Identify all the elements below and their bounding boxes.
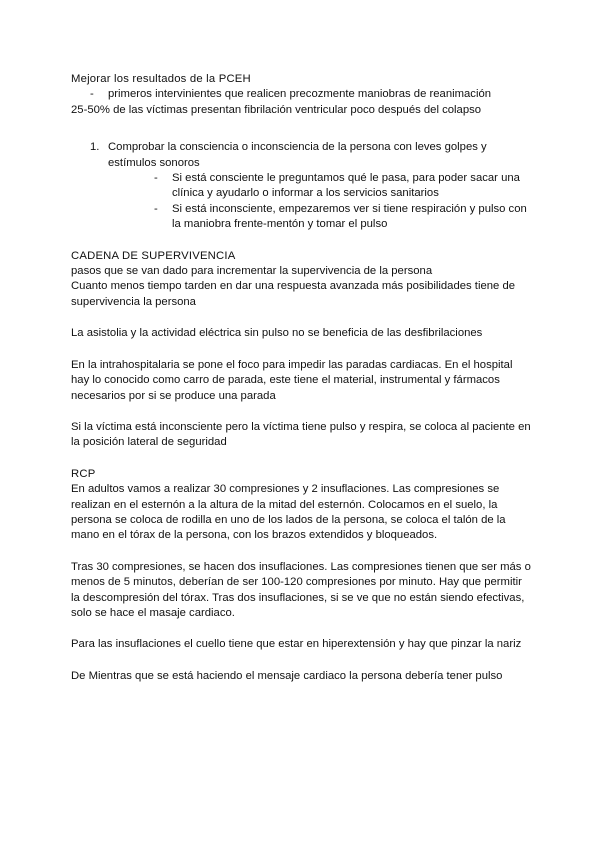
bullet-text: primeros intervinientes que realicen precozmente maniobras de reanimación (108, 88, 492, 101)
numbered-item-1 (71, 140, 531, 171)
paragraph-posicion-lateral: Si la víctima está inconsciente pero la víctima tiene pulso y respira, se coloca al paciente en la posición lateral de seguridad (71, 420, 531, 449)
sub-bullet-dash: - (154, 202, 158, 215)
document-page (71, 72, 531, 684)
item-number: 1. (90, 141, 100, 154)
cadena-line-1: pasos que se van dado para incrementar la supervivencia de la persona (71, 265, 433, 278)
bullet-primeros-intervinientes (71, 87, 531, 102)
bullet-dash: - (90, 88, 94, 101)
rcp-paragraph-2: Tras 30 compresiones, se hacen dos insuflaciones. Las compresiones tienen que ser más o menos de 5 minutos, deberían de ser 100-120 compresiones por minuto. Hay que permitir la descompresión del tórax. Tras dos insuflaciones, si se ve que no están siendo efectivas, solo se hace el masaje cardiaco. (71, 560, 531, 619)
section-title-pceh: Mejorar los resultados de la PCEH (71, 73, 251, 85)
sub-bullet-text: Si está consciente le preguntamos qué le pasa, para poder sacar una clínica y ayudarlo o informar a los servicios sanitarios (172, 172, 520, 200)
stat-fibrilacion: 25-50% de las víctimas presentan fibrilación ventricular poco después del colapso (71, 103, 482, 116)
item-text: Comprobar la consciencia o inconsciencia de la persona con leves golpes y estímulos sonoros (108, 141, 487, 169)
sub-bullet-consciente (71, 171, 531, 202)
sub-bullet-dash: - (154, 172, 158, 185)
rcp-paragraph-3: Para las insuflaciones el cuello tiene que estar en hiperextensión y hay que pinzar la nariz (71, 638, 522, 651)
section-title-cadena: CADENA DE SUPERVIVENCIA (71, 249, 236, 262)
sub-bullet-text: Si está inconsciente, empezaremos ver si tiene respiración y pulso con la maniobra frente-mentón y tomar el pulso (172, 202, 527, 231)
sub-bullet-inconsciente (71, 202, 531, 233)
rcp-paragraph-1: En adultos vamos a realizar 30 compresiones y 2 insuflaciones. Las compresiones se realizan en el esternón a la altura de la mitad del esternón. Colocamos en el suelo, la persona se coloca de rodilla en uno de los lados de la persona, se coloca el talón de la mano en el tórax de la persona, con los brazos extendidos y bloqueados. (71, 483, 506, 542)
cadena-line-2: Cuanto menos tiempo tarden en dar una respuesta avanzada más posibilidades tiene de supervivencia la persona (71, 280, 516, 308)
paragraph-asistolia: La asistolia y la actividad eléctrica sin pulso no se beneficia de las desfibrilaciones (71, 327, 483, 340)
section-title-rcp: RCP (71, 467, 96, 480)
rcp-paragraph-4: De Mientras que se está haciendo el mensaje cardiaco la persona debería tener pulso (71, 669, 503, 682)
paragraph-intrahospitalaria: En la intrahospitalaria se pone el foco para impedir las paradas cardiacas. En el hospital hay lo conocido como carro de parada, este tiene el material, instrumental y fármacos necesarios por si se produce una parada (71, 358, 513, 402)
